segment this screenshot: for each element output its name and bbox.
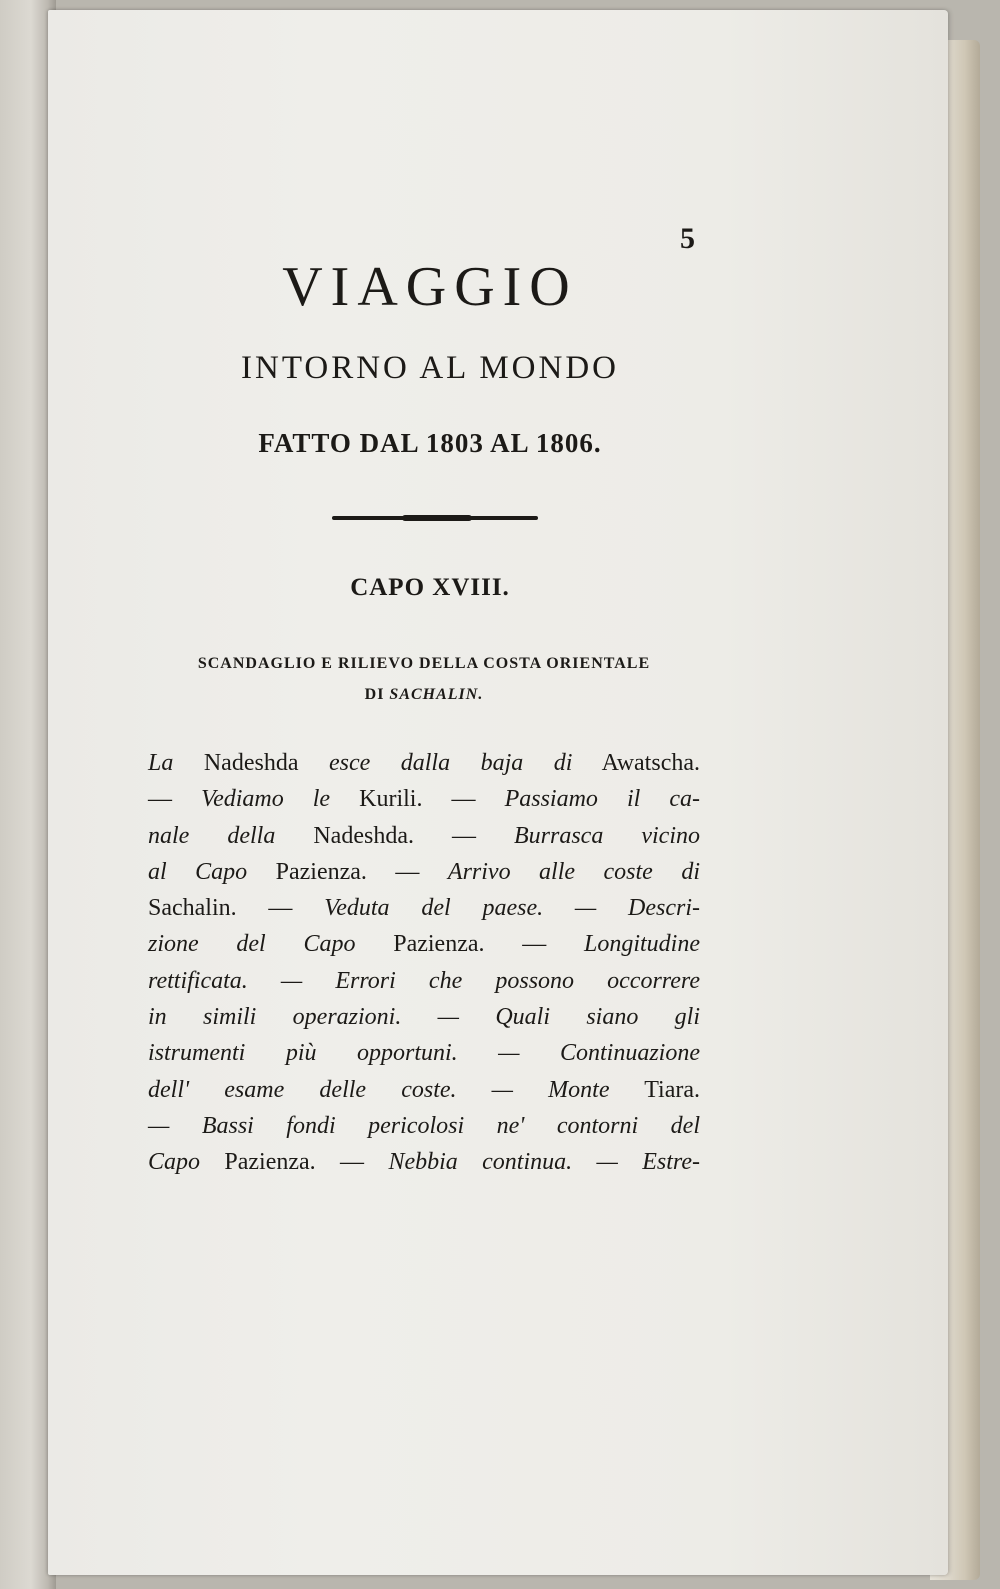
book-subtitle: INTORNO AL MONDO <box>241 350 619 386</box>
summary-segment: La <box>148 750 174 776</box>
summary-segment: Passiamo il ca- <box>504 786 701 813</box>
summary-segment: al Capo <box>148 858 248 885</box>
ornamental-rule <box>332 516 538 520</box>
chapter-heading: CAPO XVIII. <box>350 574 510 601</box>
summary-segment: in simili operazioni. — Quali siano gli <box>148 1004 700 1031</box>
summary-line <box>148 1108 700 1144</box>
summary-segment: Vediamo le <box>201 786 331 813</box>
summary-segment: Nadeshda <box>173 750 329 776</box>
summary-line <box>148 818 700 854</box>
summary-line <box>148 745 700 781</box>
summary-line <box>148 854 700 890</box>
summary-segment: Longitudine <box>583 931 700 958</box>
summary-segment: — <box>148 786 202 813</box>
summary-segment: Burrasca vicino <box>514 822 700 849</box>
chapter-summary <box>148 745 700 1181</box>
summary-line <box>148 999 700 1035</box>
summary-segment: Sachalin. — <box>148 895 325 922</box>
summary-segment: Kurili. — <box>330 786 505 813</box>
chapter-title-line-2-prefix: DI <box>364 686 385 703</box>
summary-line <box>148 963 700 999</box>
summary-segment: dell' esame delle coste. — Monte <box>148 1076 610 1103</box>
summary-segment: esce dalla baja di <box>328 750 573 776</box>
summary-segment: Arrivo alle coste di <box>447 858 700 885</box>
summary-segment: Veduta del paese. — Descri- <box>324 895 701 922</box>
summary-line <box>148 890 700 926</box>
summary-line <box>148 781 700 817</box>
summary-segment: rettificata. — Errori che possono occorrere <box>148 967 700 994</box>
summary-segment: Pazienza. — <box>247 858 448 885</box>
summary-line <box>148 1035 700 1071</box>
book-title: VIAGGIO <box>282 256 578 318</box>
chapter-title <box>148 648 700 710</box>
chapter-title-line-2-name: SACHALIN. <box>389 686 484 703</box>
summary-line <box>148 1144 700 1180</box>
summary-segment: Nebbia continua. — Estre- <box>388 1149 700 1176</box>
summary-segment: nale della <box>148 822 276 849</box>
summary-segment: istrumenti più opportuni. — Continuazione <box>148 1040 700 1067</box>
summary-segment: Capo <box>148 1149 201 1176</box>
summary-segment: Pazienza. — <box>200 1149 389 1176</box>
chapter-title-line-1: SCANDAGLIO E RILIEVO DELLA COSTA ORIENTALE <box>197 655 651 672</box>
summary-segment: Pazienza. — <box>355 931 584 958</box>
page-number: 5 <box>680 222 695 255</box>
summary-segment: Tiara. <box>609 1076 700 1103</box>
summary-line <box>148 1072 700 1108</box>
summary-line <box>148 926 700 962</box>
voyage-dates: FATTO DAL 1803 AL 1806. <box>258 428 602 458</box>
summary-segment: Nadeshda. — <box>275 822 514 849</box>
summary-segment: zione del Capo <box>148 931 356 958</box>
summary-segment: Awatscha. <box>572 750 700 776</box>
summary-segment: — Bassi fondi pericolosi ne' contorni del <box>148 1112 700 1139</box>
